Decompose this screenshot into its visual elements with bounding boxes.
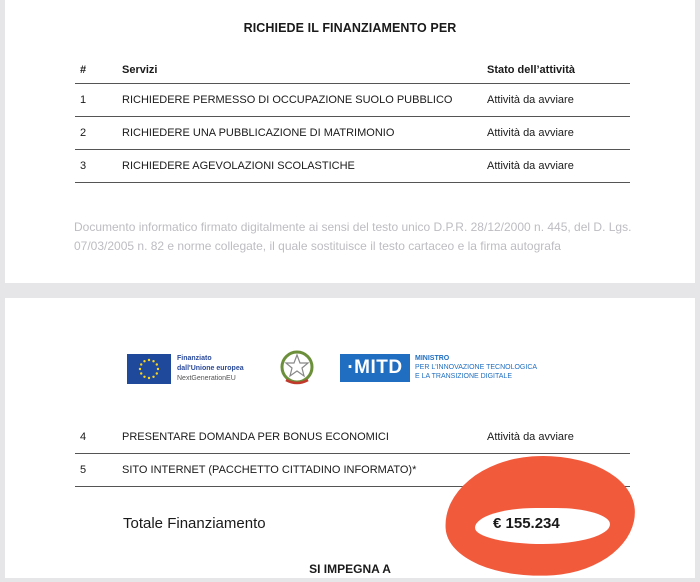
table-row [75, 150, 630, 183]
row-number: 5 [75, 454, 122, 487]
mitd-logo: ·MITD [340, 354, 410, 382]
next-section-heading: SI IMPEGNA A [309, 562, 391, 576]
row-status: Attività da avviare [487, 150, 630, 183]
column-header-services: Servizi [122, 56, 487, 84]
row-status: Attività da avviare [487, 421, 630, 454]
row-service: RICHIEDERE UNA PUBBLICAZIONE DI MATRIMONIO [122, 117, 487, 150]
table-row [75, 117, 630, 150]
eu-funding-label: Finanziato dall'Unione europea NextGenerationEU [177, 355, 244, 382]
row-number: 2 [75, 117, 122, 150]
document-page-2 [5, 298, 695, 578]
total-funding-value: € 155.234 [493, 515, 560, 532]
italian-republic-emblem-icon [277, 348, 317, 388]
column-header-status: Stato dell’attività [487, 56, 630, 84]
row-service: PRESENTARE DOMANDA PER BONUS ECONOMICI [122, 421, 487, 454]
table-row [75, 84, 630, 117]
row-service: RICHIEDERE PERMESSO DI OCCUPAZIONE SUOLO PUBBLICO [122, 84, 487, 117]
table-row [75, 421, 630, 454]
eu-flag-icon [127, 354, 171, 384]
row-number: 1 [75, 84, 122, 117]
document-page-1 [5, 0, 695, 283]
row-status: Attività da avviare [487, 117, 630, 150]
row-service: SITO INTERNET (PACCHETTO CITTADINO INFORMATO)* [122, 454, 487, 487]
digital-signature-disclaimer: Documento informatico firmato digitalmente ai sensi del testo unico D.P.R. 28/12/2000 n. 445, del D. Lgs. 07/03/2005 n. 82 e norme collegate, il quale sostituisce il testo cartaceo e la firma autografa [74, 220, 632, 253]
services-table [75, 56, 630, 183]
row-number: 3 [75, 150, 122, 183]
section-heading: RICHIEDE IL FINANZIAMENTO PER [243, 21, 457, 35]
total-funding-label: Totale Finanziamento [123, 515, 266, 532]
row-service: RICHIEDERE AGEVOLAZIONI SCOLASTICHE [122, 150, 487, 183]
row-status: Attività da avviare [487, 84, 630, 117]
row-number: 4 [75, 421, 122, 454]
logo-header [5, 348, 695, 398]
column-header-number: # [75, 56, 122, 84]
mitd-ministry-label: MINISTRO PER L'INNOVAZIONE TECNOLOGICA E LA TRANSIZIONE DIGITALE [415, 355, 538, 380]
table-header-row [75, 56, 630, 84]
